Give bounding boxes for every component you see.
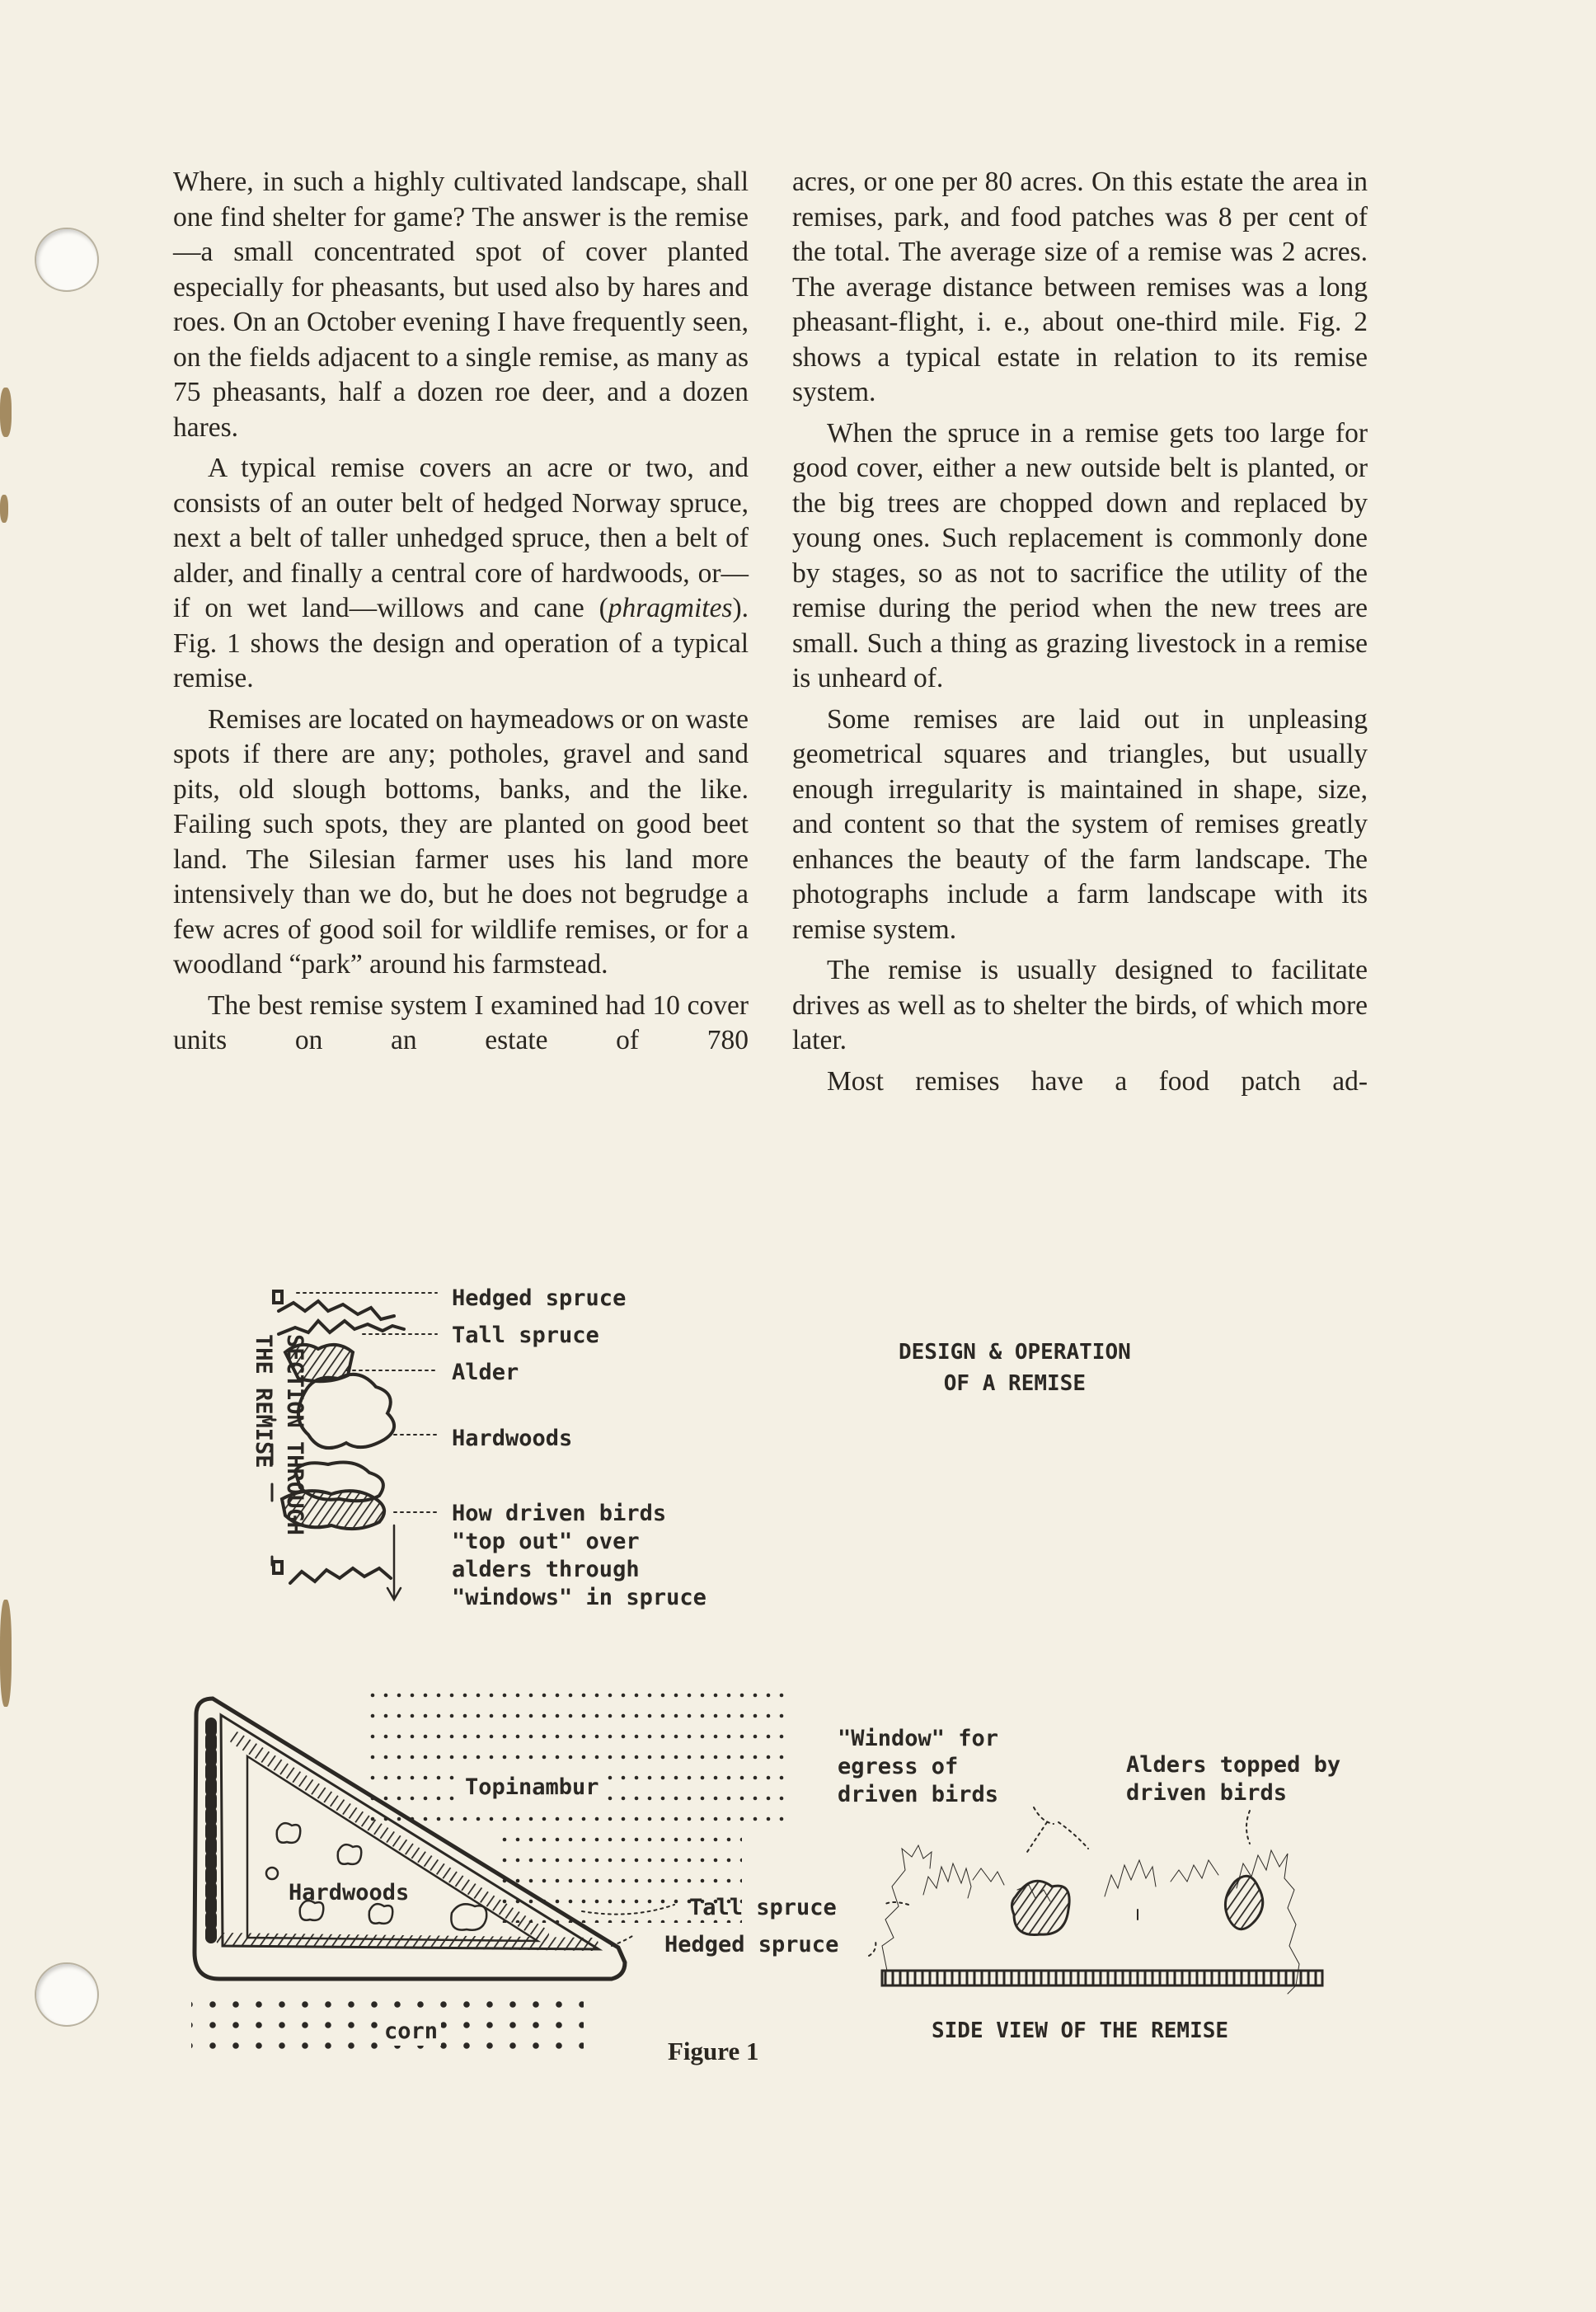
paragraph: acres, or one per 80 acres. On this estate the area in remises, park, and food patches was 8 per cent of the total. The average size of a remise was 2 acres. The average distance between remises was a long pheasant-flight, i. e., about one-third mile. Fig. 2 shows a typical estate in relation to its remise system. <box>792 167 1368 407</box>
label-hardwoods-plan: Hardwoods <box>289 1880 410 1906</box>
paragraph: Remises are located on haymeadows or on waste spots if there are any; potholes, gravel and sand pits, old slough bottoms, banks, and the like. Failing such spots, they are planted on good beet land. The Silesian farmer uses his land more intensively than we do, but he does not begrudge a few acres of good soil for wildlife remises, or for a woodland “park” around his farmstead. <box>173 703 749 980</box>
paragraph: Some remises are laid out in unpleasing geometrical squares and triangles, but usually enough irregularity is maintained in shape, size, and content so that the system of remises greatly enhances the beauty of the farm landscape. The photographs include a farm landscape with its remise system. <box>792 703 1368 945</box>
paragraph: Most remises have a food patch ad- <box>827 1065 1368 1097</box>
paragraph: When the spruce in a remise gets too large for good cover, either a new outside belt is planted, or the big trees are chopped down and replaced by young ones. Such replacement is commonly done by stages, so as not to sacrifice the utility of the remise during the period when the new trees are small. Such a thing as grazing livestock in a remise is unheard of. <box>792 417 1368 693</box>
label-tall-spruce: Tall spruce <box>452 1323 599 1348</box>
paragraph: The remise is usually designed to facilitate drives as well as to shelter the birds, of which more later. <box>792 955 1368 1055</box>
plan-diagram <box>191 1692 791 2058</box>
label-alders-topped: Alders topped by driven birds <box>1126 1752 1341 1806</box>
paragraph: Where, in such a highly cultivated landscape, shall one find shelter for game? The answer is the remise—a small concentrated spot of cover planted especially for pheasants, but used also by hares and roes. On an October evening I have frequently seen, on the fields adjacent to a single remise, as many as 75 pheasants, half a dozen roe deer, and a dozen hares. <box>173 167 749 443</box>
section-through-label: SECTION THROUGH THE REMISE <box>251 1334 307 1535</box>
paragraph: A typical remise covers an acre or two, and consists of an outer belt of hedged Norway spruce, next a belt of taller unhedged spruce, then a belt of alder, and finally a central core of hardwoods, or—if on wet land—willows and cane (phragmites). Fig. 1 shows the design and operation of a typical remise. <box>173 453 749 693</box>
label-topinambur: Topinambur <box>460 1774 604 1802</box>
label-alder: Alder <box>452 1360 519 1385</box>
label-corn: corn <box>381 2018 441 2046</box>
label-hardwoods-section: Hardwoods <box>452 1426 573 1451</box>
label-hedged-spruce: Hedged spruce <box>452 1285 627 1311</box>
side-view-title: SIDE VIEW OF THE REMISE <box>932 2018 1229 2043</box>
design-title: DESIGN & OPERATION OF A REMISE <box>899 1340 1131 1396</box>
label-driven-birds: How driven birds "top out" over alders through "windows" in spruce <box>452 1501 706 1610</box>
label-tall-spruce-plan: Tall spruce <box>689 1895 837 1920</box>
label-hedged-spruce-plan: Hedged spruce <box>664 1932 839 1957</box>
side-view-diagram <box>869 1807 1322 1994</box>
paragraph: The best remise system I examined had 10 cover units on an estate of 780 <box>173 989 749 1055</box>
figure-caption: Figure 1 <box>668 2037 759 2065</box>
label-window: "Window" for egress of driven birds <box>838 1726 999 1807</box>
